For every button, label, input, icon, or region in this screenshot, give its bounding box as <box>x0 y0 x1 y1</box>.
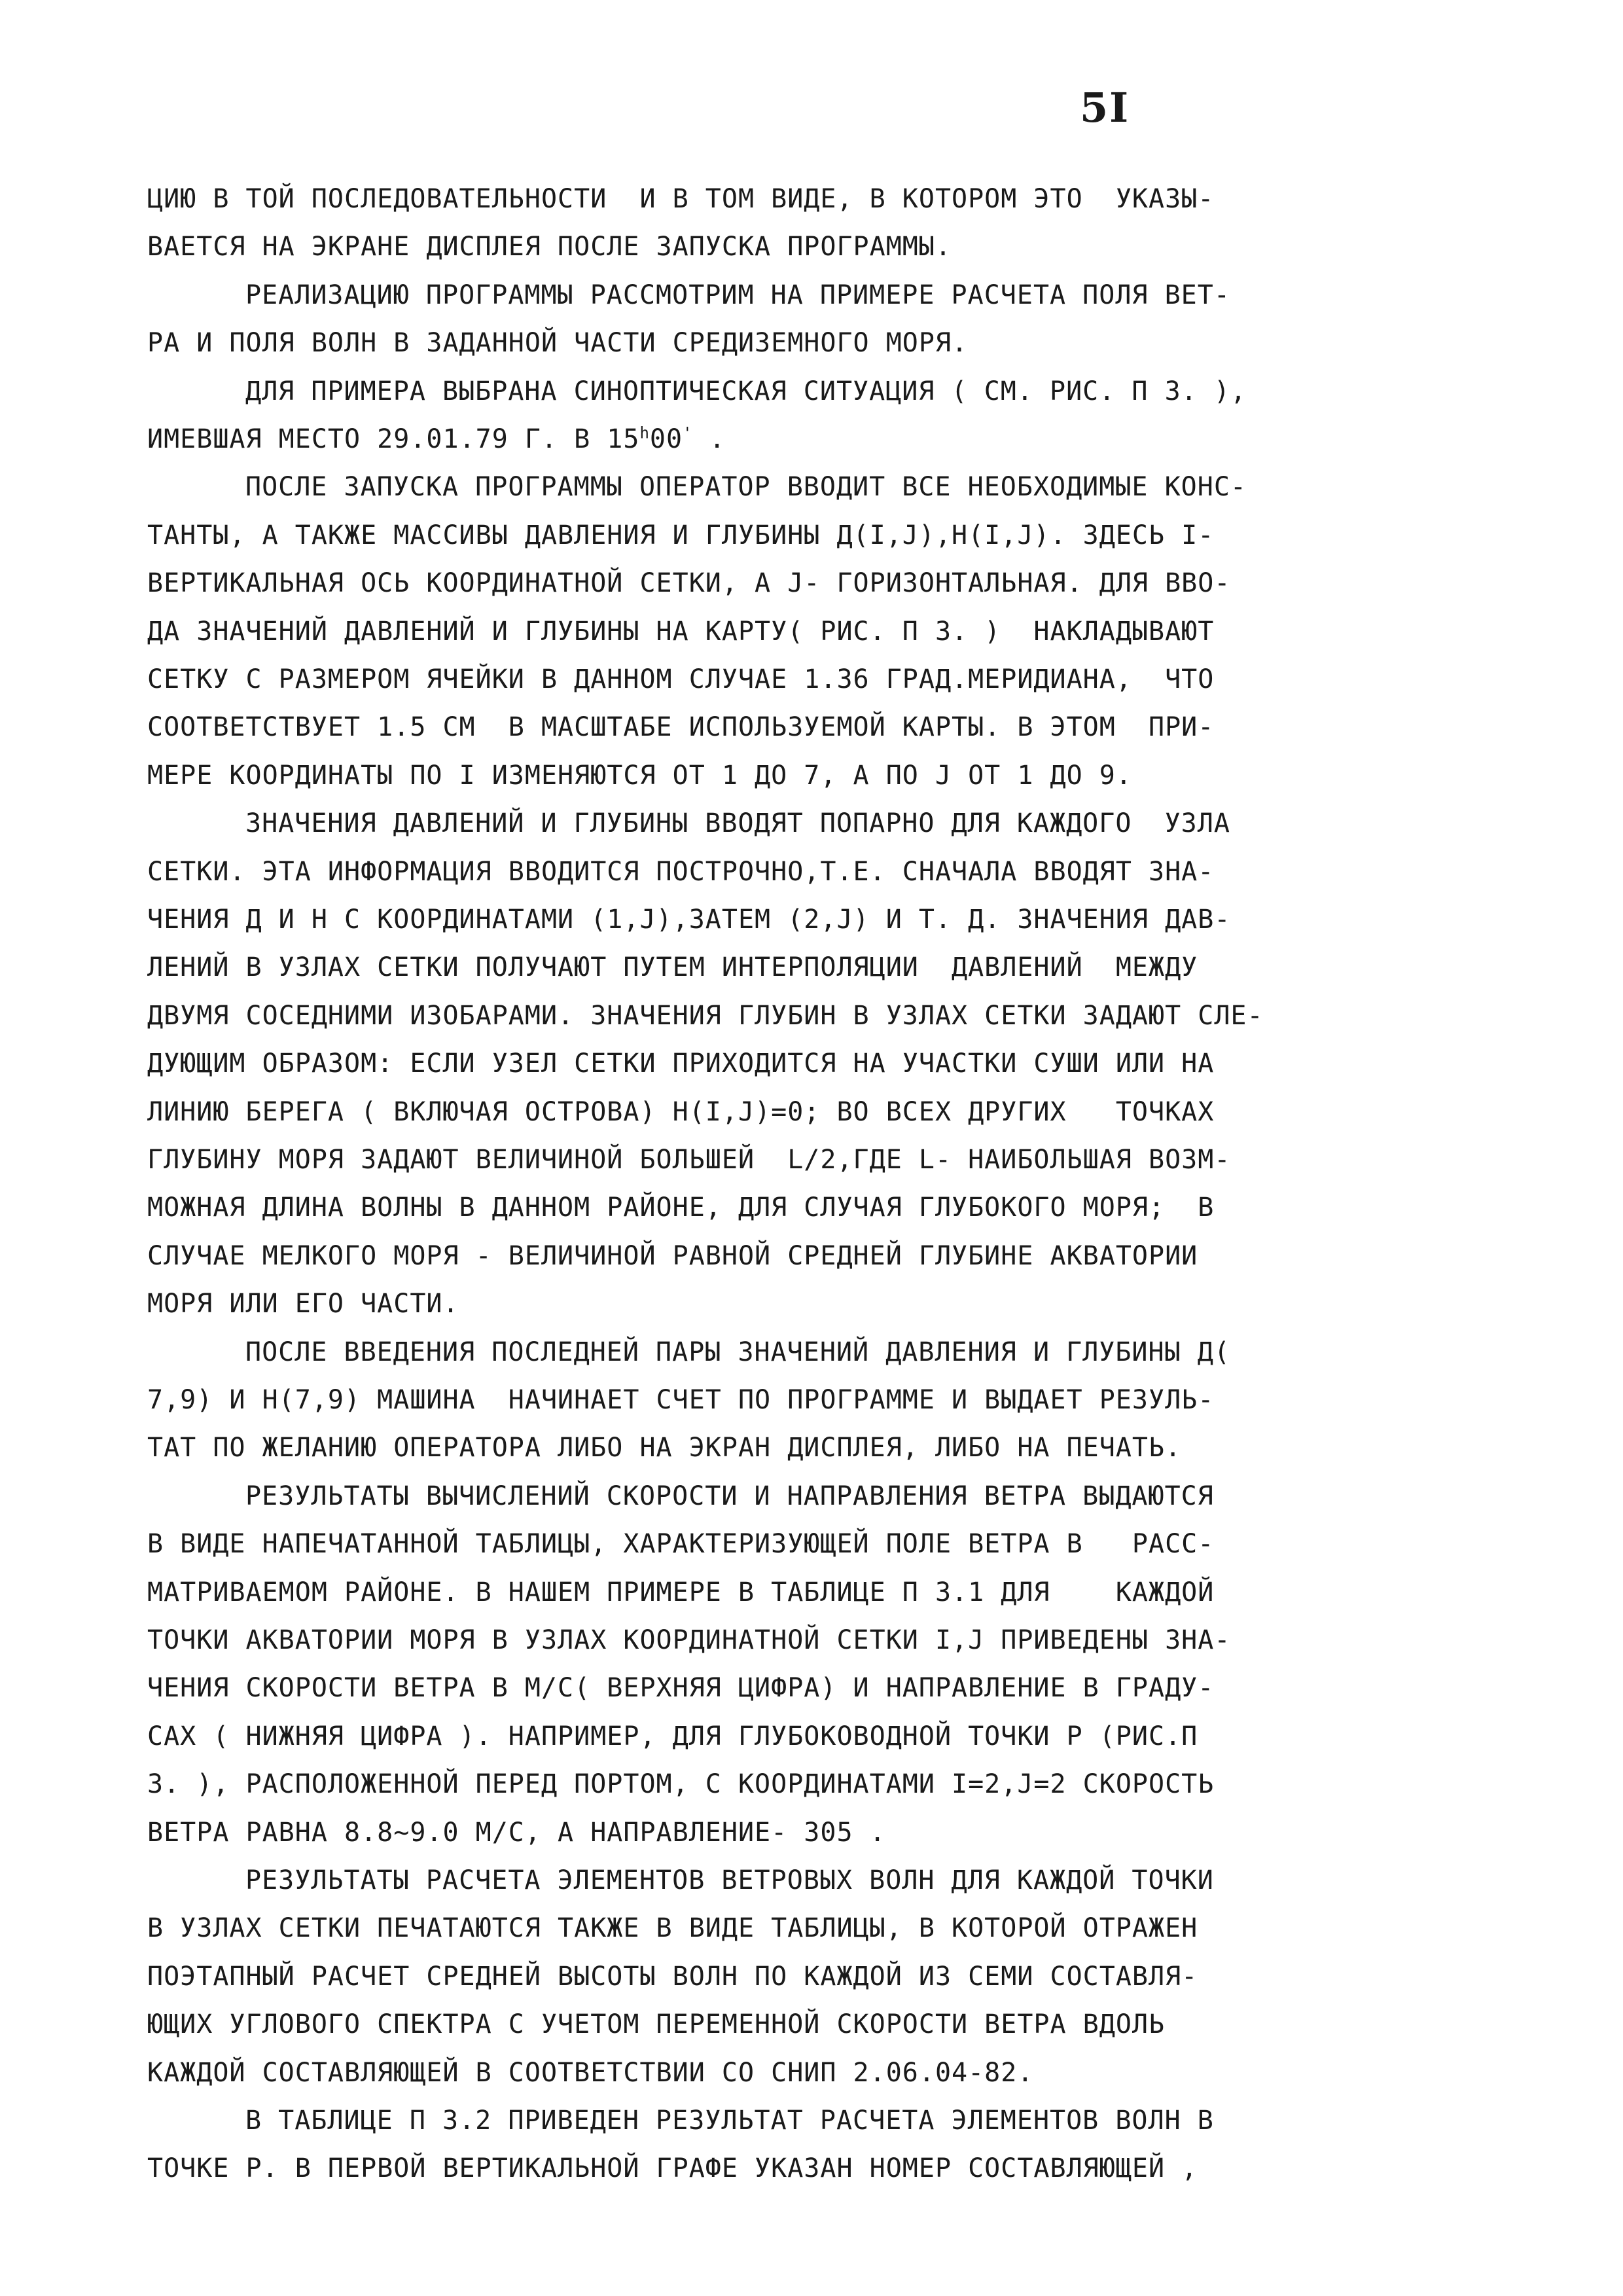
text-line-content: В УЗЛАХ СЕТКИ ПЕЧАТАЮТСЯ ТАКЖЕ В ВИДЕ ТАБЛИЦЫ, В КОТОРОЙ ОТРАЖЕН <box>147 1913 1198 1943</box>
text-line-content: РЕЗУЛЬТАТЫ ВЫЧИСЛЕНИЙ СКОРОСТИ И НАПРАВЛЕНИЯ ВЕТРА ВЫДАЮТСЯ <box>245 1481 1214 1511</box>
text-line <box>147 1672 1214 1704</box>
text-line <box>147 1768 1214 1800</box>
text-line <box>147 1624 1230 1656</box>
text-line-content: ТОЧКЕ Р. В ПЕРВОЙ ВЕРТИКАЛЬНОЙ ГРАФЕ УКАЗАН НОМЕР СОСТАВЛЯЮЩЕЙ , <box>147 2153 1198 2183</box>
text-line-content: САХ ( НИЖНЯЯ ЦИФРА ). НАПРИМЕР, ДЛЯ ГЛУБОКОВОДНОЙ ТОЧКИ Р (РИС.П <box>147 1721 1198 1751</box>
text-line <box>147 567 1230 599</box>
text-line-content: МОЖНАЯ ДЛИНА ВОЛНЫ В ДАННОМ РАЙОНЕ, ДЛЯ СЛУЧАЯ ГЛУБОКОГО МОРЯ; В <box>147 1193 1215 1223</box>
text-line-content: ДВУМЯ СОСЕДНИМИ ИЗОБАРАМИ. ЗНАЧЕНИЯ ГЛУБИН В УЗЛАХ СЕТКИ ЗАДАЮТ СЛЕ- <box>147 1001 1264 1031</box>
text-line <box>245 2105 1214 2136</box>
text-line-content: 7,9) И H(7,9) МАШИНА НАЧИНАЕТ СЧЕТ ПО ПРОГРАММЕ И ВЫДАЕТ РЕЗУЛЬ- <box>147 1385 1215 1415</box>
text-line <box>147 664 1214 695</box>
text-line <box>147 2057 1033 2089</box>
text-line-content: ВЕРТИКАЛЬНАЯ ОСЬ КООРДИНАТНОЙ СЕТКИ, А J- ГОРИЗОНТАЛЬНАЯ. ДЛЯ ВВО- <box>147 568 1231 598</box>
text-line-content: ДУЮЩИМ ОБРАЗОМ: ЕСЛИ УЗЕЛ СЕТКИ ПРИХОДИТСЯ НА УЧАСТКИ СУШИ ИЛИ НА <box>147 1049 1215 1079</box>
text-line-content: В ТАБЛИЦЕ П 3.2 ПРИВЕДЕН РЕЗУЛЬТАТ РАСЧЕТА ЭЛЕМЕНТОВ ВОЛН В <box>245 2106 1214 2136</box>
text-line <box>245 1480 1214 1512</box>
text-line <box>147 1192 1214 1223</box>
text-line-content: ПОСЛЕ ЗАПУСКА ПРОГРАММЫ ОПЕРАТОР ВВОДИТ ВСЕ НЕОБХОДИМЫЕ КОНС- <box>245 472 1247 502</box>
text-line-content: ВЕТРА РАВНА 8.8~9.0 М/С, А НАПРАВЛЕНИЕ- 305 . <box>147 1818 886 1848</box>
text-line-content: 3. ), РАСПОЛОЖЕННОЙ ПЕРЕД ПОРТОМ, С КООРДИНАТАМИ I=2,J=2 СКОРОСТЬ <box>147 1769 1215 1799</box>
text-line-content: ГЛУБИНУ МОРЯ ЗАДАЮТ ВЕЛИЧИНОЙ БОЛЬШЕЙ L/2,ГДЕ L- НАИБОЛЬШАЯ ВОЗМ- <box>147 1145 1231 1175</box>
text-line <box>147 904 1230 935</box>
text-line-content: РЕЗУЛЬТАТЫ РАСЧЕТА ЭЛЕМЕНТОВ ВЕТРОВЫХ ВОЛН ДЛЯ КАЖДОЙ ТОЧКИ <box>245 1865 1214 1895</box>
text-line-content: МЕРЕ КООРДИНАТЫ ПО I ИЗМЕНЯЮТСЯ ОТ 1 ДО 7, А ПО J ОТ 1 ДО 9. <box>147 761 1132 791</box>
text-line-content: СЕТКУ С РАЗМЕРОМ ЯЧЕЙКИ В ДАННОМ СЛУЧАЕ 1.36 ГРАД.МЕРИДИАНА, ЧТО <box>147 664 1215 694</box>
text-line <box>147 1528 1214 1560</box>
text-line-content: ЛИНИЮ БЕРЕГА ( ВКЛЮЧАЯ ОСТРОВА) H(I,J)=0; ВО ВСЕХ ДРУГИХ ТОЧКАХ <box>147 1097 1215 1127</box>
text-line <box>147 952 1198 983</box>
text-line-content: ИМЕВШАЯ МЕСТО 29.01.79 Г. В 15 <box>147 424 640 454</box>
text-line <box>245 376 1247 407</box>
text-line <box>147 1721 1198 1752</box>
text-line-content: . <box>692 424 726 454</box>
text-line-content: ЧЕНИЯ СКОРОСТИ ВЕТРА В М/С( ВЕРХНЯЯ ЦИФРА) И НАПРАВЛЕНИЕ В ГРАДУ- <box>147 1673 1215 1703</box>
text-line <box>245 1865 1214 1896</box>
text-line-content: ВАЕТСЯ НА ЭКРАНЕ ДИСПЛЕЯ ПОСЛЕ ЗАПУСКА ПРОГРАММЫ. <box>147 232 952 262</box>
text-line <box>147 1384 1214 1416</box>
text-line <box>147 1432 1181 1463</box>
text-line <box>147 760 1132 791</box>
text-line-content: ДЛЯ ПРИМЕРА ВЫБРАНА СИНОПТИЧЕСКАЯ СИТУАЦИЯ ( СМ. РИС. П 3. ), <box>245 376 1247 406</box>
text-line-content: В ВИДЕ НАПЕЧАТАННОЙ ТАБЛИЦЫ, ХАРАКТЕРИЗУЮЩЕЙ ПОЛЕ ВЕТРА В РАСС- <box>147 1529 1215 1559</box>
text-line <box>147 1240 1198 1272</box>
text-line-content: ТАНТЫ, А ТАКЖЕ МАССИВЫ ДАВЛЕНИЯ И ГЛУБИНЫ Д(I,J),H(I,J). ЗДЕСЬ I- <box>147 520 1215 550</box>
text-line-content: ЧЕНИЯ Д И H С КООРДИНАТАМИ (1,J),ЗАТЕМ (2,J) И Т. Д. ЗНАЧЕНИЯ ДАВ- <box>147 905 1231 935</box>
text-line <box>245 471 1247 503</box>
text-line <box>147 1144 1230 1175</box>
text-line <box>147 1000 1264 1031</box>
text-line-content: ЮЩИХ УГЛОВОГО СПЕКТРА С УЧЕТОМ ПЕРЕМЕННОЙ СКОРОСТИ ВЕТРА ВДОЛЬ <box>147 2009 1166 2039</box>
text-line-content: МАТРИВАЕМОМ РАЙОНЕ. В НАШЕМ ПРИМЕРЕ В ТАБЛИЦЕ П 3.1 ДЛЯ КАЖДОЙ <box>147 1577 1215 1607</box>
superscript: ' <box>683 423 693 442</box>
text-line <box>147 1912 1198 1944</box>
text-line-content: СЕТКИ. ЭТА ИНФОРМАЦИЯ ВВОДИТСЯ ПОСТРОЧНО,Т.Е. СНАЧАЛА ВВОДЯТ ЗНА- <box>147 857 1215 887</box>
text-line-content: ПОСЛЕ ВВЕДЕНИЯ ПОСЛЕДНЕЙ ПАРЫ ЗНАЧЕНИЙ ДАВЛЕНИЯ И ГЛУБИНЫ Д( <box>245 1337 1230 1367</box>
text-line-content: ЛЕНИЙ В УЗЛАХ СЕТКИ ПОЛУЧАЮТ ПУТЕМ ИНТЕРПОЛЯЦИИ ДАВЛЕНИЙ МЕЖДУ <box>147 952 1198 982</box>
text-line <box>147 423 726 455</box>
superscript: h <box>639 423 650 442</box>
text-line <box>245 808 1230 839</box>
text-line <box>147 1048 1214 1079</box>
text-line <box>147 183 1214 215</box>
text-line <box>147 231 952 262</box>
text-line <box>147 1288 459 1319</box>
text-line-content: ДА ЗНАЧЕНИЙ ДАВЛЕНИЙ И ГЛУБИНЫ НА КАРТУ( РИС. П 3. ) НАКЛАДЫВАЮТ <box>147 617 1215 647</box>
text-line-content: СООТВЕТСТВУЕТ 1.5 СМ В МАСШТАБЕ ИСПОЛЬЗУЕМОЙ КАРТЫ. В ЭТОМ ПРИ- <box>147 712 1215 742</box>
text-line <box>147 1961 1198 1992</box>
text-line-content: РЕАЛИЗАЦИЮ ПРОГРАММЫ РАССМОТРИМ НА ПРИМЕРЕ РАСЧЕТА ПОЛЯ ВЕТ- <box>245 280 1230 310</box>
text-line <box>245 1336 1230 1368</box>
text-line-content: ТАТ ПО ЖЕЛАНИЮ ОПЕРАТОРА ЛИБО НА ЭКРАН ДИСПЛЕЯ, ЛИБО НА ПЕЧАТЬ. <box>147 1433 1182 1463</box>
text-line-content: ТОЧКИ АКВАТОРИИ МОРЯ В УЗЛАХ КООРДИНАТНОЙ СЕТКИ I,J ПРИВЕДЕНЫ ЗНА- <box>147 1625 1231 1655</box>
text-line-content: РА И ПОЛЯ ВОЛН В ЗАДАННОЙ ЧАСТИ СРЕДИЗЕМНОГО МОРЯ. <box>147 328 969 358</box>
text-line <box>245 279 1230 311</box>
page-number: 5I <box>1080 84 1130 132</box>
text-line <box>147 520 1214 551</box>
text-line-content: КАЖДОЙ СОСТАВЛЯЮЩЕЙ В СООТВЕТСТВИИ СО СНИП 2.06.04-82. <box>147 2058 1034 2088</box>
text-line <box>147 856 1214 888</box>
text-line <box>147 1577 1214 1608</box>
text-line <box>147 616 1214 647</box>
text-line <box>147 711 1214 743</box>
text-line-content: ПОЭТАПНЫЙ РАСЧЕТ СРЕДНЕЙ ВЫСОТЫ ВОЛН ПО КАЖДОЙ ИЗ СЕМИ СОСТАВЛЯ- <box>147 1962 1198 1992</box>
text-line-content: 00 <box>649 424 683 454</box>
text-line-content: СЛУЧАЕ МЕЛКОГО МОРЯ - ВЕЛИЧИНОЙ РАВНОЙ СРЕДНЕЙ ГЛУБИНЕ АКВАТОРИИ <box>147 1241 1198 1271</box>
text-line-content: ЗНАЧЕНИЯ ДАВЛЕНИЙ И ГЛУБИНЫ ВВОДЯТ ПОПАРНО ДЛЯ КАЖДОГО УЗЛА <box>245 808 1230 838</box>
text-line <box>147 327 968 359</box>
text-line-content: МОРЯ ИЛИ ЕГО ЧАСТИ. <box>147 1289 459 1319</box>
text-line-content: ЦИЮ В ТОЙ ПОСЛЕДОВАТЕЛЬНОСТИ И В ТОМ ВИДЕ, В КОТОРОМ ЭТО УКАЗЫ- <box>147 184 1215 214</box>
text-line <box>147 2153 1198 2184</box>
text-line <box>147 2009 1165 2040</box>
text-line <box>147 1817 886 1848</box>
text-line <box>147 1096 1214 1128</box>
